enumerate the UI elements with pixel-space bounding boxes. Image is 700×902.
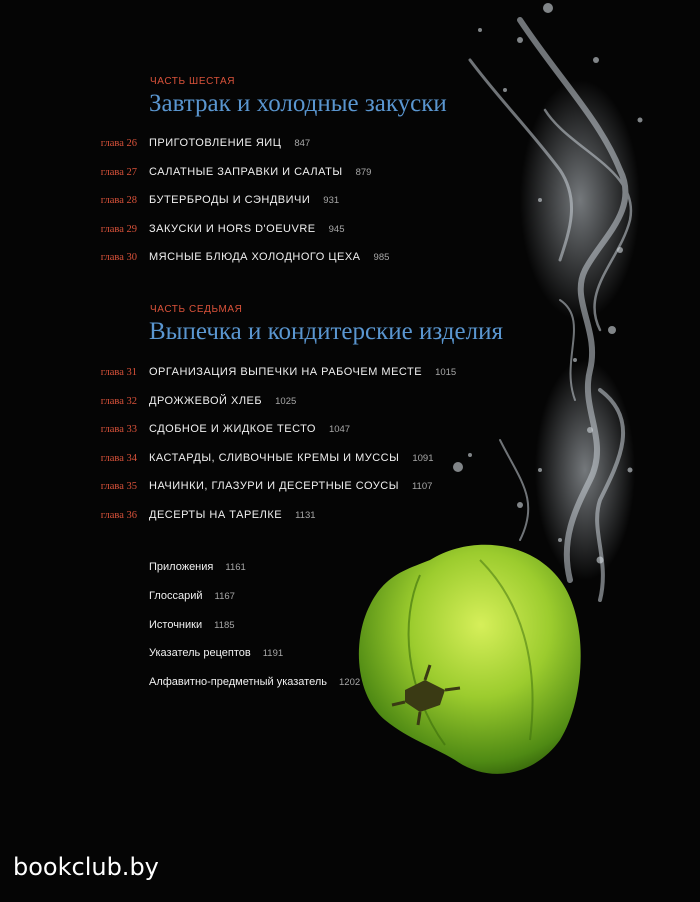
- chapter-page-number: 945: [328, 223, 345, 235]
- appendix-entry[interactable]: [149, 647, 283, 667]
- chapter-entry[interactable]: [0, 480, 560, 500]
- appendix-title: Указатель рецептов: [149, 647, 251, 660]
- appendix-entry[interactable]: [149, 561, 246, 581]
- chapter-number: глава 26: [100, 138, 137, 149]
- appendix-page-number: 1185: [214, 619, 235, 631]
- chapter-title: БУТЕРБРОДЫ И СЭНДВИЧИ: [149, 194, 311, 207]
- chapter-title: ОРГАНИЗАЦИЯ ВЫПЕЧКИ НА РАБОЧЕМ МЕСТЕ: [149, 366, 423, 378]
- chapter-number: глава 27: [100, 166, 137, 178]
- chapter-number: глава 31: [100, 367, 137, 378]
- chapter-number: глава 35: [100, 481, 137, 493]
- chapter-page-number: 847: [294, 138, 311, 149]
- chapter-page-number: 1091: [412, 452, 434, 464]
- chapter-number: глава 28: [100, 195, 137, 207]
- chapter-entry[interactable]: [0, 452, 560, 472]
- appendix-title: Алфавитно-предметный указатель: [149, 676, 327, 689]
- chapter-number: глава 34: [100, 452, 137, 464]
- chapter-title: ПРИГОТОВЛЕНИЕ ЯИЦ: [149, 137, 282, 149]
- appendix-page-number: 1167: [214, 590, 235, 602]
- appendix-page-number: 1161: [225, 562, 246, 573]
- chapter-entry[interactable]: [0, 166, 560, 186]
- chapter-entry[interactable]: [0, 423, 560, 443]
- appendix-title: Глоссарий: [149, 589, 203, 602]
- chapter-page-number: 1131: [295, 510, 316, 521]
- chapter-number: глава 30: [100, 252, 137, 264]
- chapter-page-number: 879: [355, 166, 372, 178]
- appendix-page-number: 1202: [339, 677, 361, 689]
- chapter-title: НАЧИНКИ, ГЛАЗУРИ И ДЕСЕРТНЫЕ СОУСЫ: [149, 480, 399, 493]
- chapter-entry[interactable]: [0, 194, 560, 214]
- chapter-number: глава 33: [100, 424, 137, 436]
- appendix-entry[interactable]: [149, 676, 360, 696]
- appendix-title: Приложения: [149, 561, 214, 573]
- chapter-page-number: 1025: [275, 395, 297, 407]
- appendix-title: Источники: [149, 618, 203, 631]
- chapter-entry[interactable]: [0, 137, 560, 157]
- part6-title: Завтрак и холодные закуски: [149, 90, 447, 117]
- chapter-title: САЛАТНЫЕ ЗАПРАВКИ И САЛАТЫ: [149, 165, 343, 178]
- chapter-entry[interactable]: [0, 223, 560, 243]
- part7-title: Выпечка и кондитерские изделия: [149, 318, 503, 345]
- chapter-page-number: 1047: [328, 424, 351, 436]
- chapter-page-number: 931: [323, 195, 340, 207]
- appendix-page-number: 1191: [262, 648, 284, 660]
- appendix-entry[interactable]: [149, 590, 235, 610]
- chapter-number: глава 32: [100, 395, 137, 407]
- watermark-text: bookclub.by: [13, 853, 159, 881]
- chapter-entry[interactable]: [0, 366, 560, 386]
- chapter-title: ДЕСЕРТЫ НА ТАРЕЛКЕ: [149, 509, 283, 521]
- chapter-title: МЯСНЫЕ БЛЮДА ХОЛОДНОГО ЦЕХА: [149, 251, 361, 264]
- chapter-page-number: 985: [373, 252, 390, 264]
- appendix-entry[interactable]: [149, 619, 235, 639]
- chapter-title: КАСТАРДЫ, СЛИВОЧНЫЕ КРЕМЫ И МУССЫ: [149, 451, 400, 464]
- part6-label: ЧАСТЬ ШЕСТАЯ: [150, 76, 236, 87]
- chapter-number: глава 29: [100, 223, 137, 235]
- chapter-entry[interactable]: [0, 251, 560, 271]
- chapter-title: ДРОЖЖЕВОЙ ХЛЕБ: [149, 394, 263, 407]
- part7-label: ЧАСТЬ СЕДЬМАЯ: [150, 304, 243, 315]
- chapter-number: глава 36: [100, 510, 137, 521]
- chapter-title: ЗАКУСКИ И HORS D'OEUVRE: [149, 222, 316, 235]
- chapter-page-number: 1107: [411, 481, 433, 493]
- chapter-page-number: 1015: [435, 367, 457, 378]
- green-tomato: [359, 545, 581, 774]
- chapter-title: СДОБНОЕ И ЖИДКОЕ ТЕСТО: [149, 423, 316, 436]
- chapter-entry[interactable]: [0, 509, 560, 529]
- chapter-entry[interactable]: [0, 395, 560, 415]
